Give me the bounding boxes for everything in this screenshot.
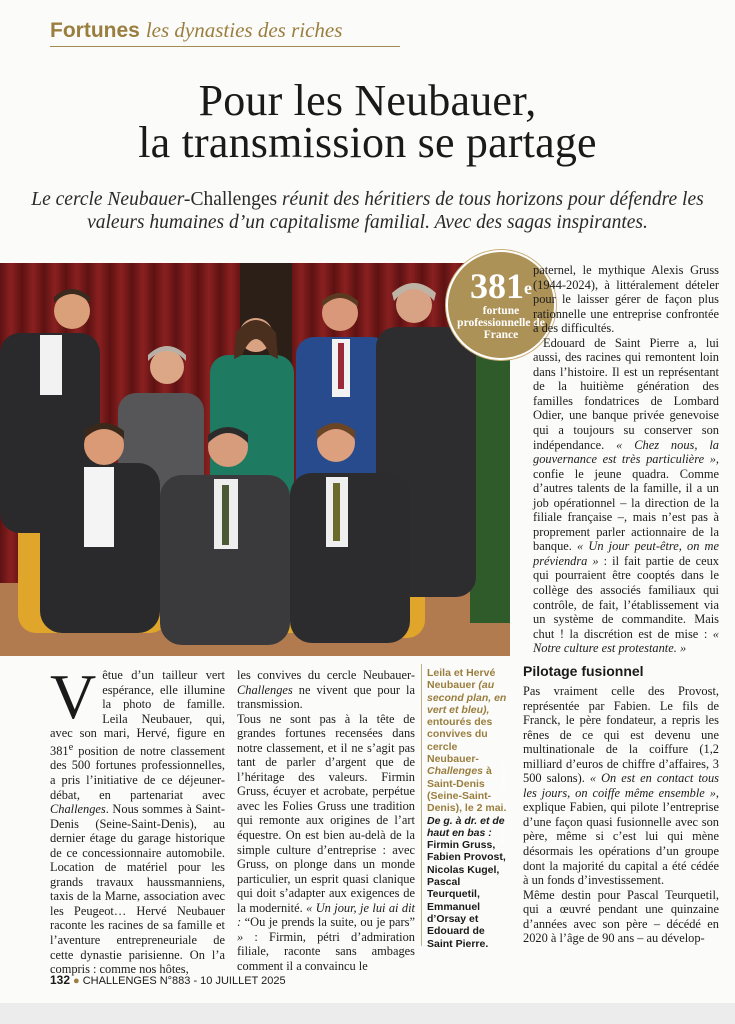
caption-people: Firmin Gruss, Fabien Provost, Nicolas Kugel, Pascal Teurquetil, Emmanuel d’Orsay et Edouard de Saint Pierre. <box>427 839 506 950</box>
article-column-4 <box>523 684 719 946</box>
standfirst-a: Le cercle Neubauer- <box>31 189 191 210</box>
col4-paragraph-2: Même destin pour Pascal Teurquetil, qui a œuvré pendant une quinzaine d’années avec son père – décédé en 2020 à l’âge de 90 ans – au dévelop- <box>523 887 719 946</box>
rubric-sub: les dynasties des riches <box>145 18 343 42</box>
magazine-name: Challenges <box>237 682 293 697</box>
badge-rank-suffix: e <box>524 278 532 298</box>
quote: « Un jour peut-être, on me préviendra » <box>533 539 719 568</box>
quote-close: » <box>237 929 244 944</box>
photo-caption <box>427 667 511 950</box>
rubric-main: Fortunes <box>50 19 140 42</box>
caption-rule <box>421 664 422 946</box>
text-run: , explique Fabien, qui pilote l’entreprise d’une façon quasi fusionnelle avec son père, même si c’est lui qui mène désormais les opérations d’un groupe dont la majorité du capital a été cédée à un fonds d’investissement. <box>523 785 719 888</box>
text-run: : Firmin, pétri d’admiration filiale, raconte sans ambages comment il a convaincu le <box>237 929 415 973</box>
text-run: Edouard de Saint Pierre a, lui aussi, des racines qui remontent loin dans l’histoire. Il est un représentant de la huitième génération des familles fondatrices de Lombard Odier, une banque privée genevoise qui a toujours su conserver son indépendance. <box>533 335 719 452</box>
page-footer <box>50 973 286 987</box>
caption-names: Leila et Hervé Neubauer <box>427 667 496 692</box>
section-heading: Pilotage fusionnel <box>523 663 644 679</box>
headline <box>20 76 715 167</box>
standfirst-brand: Challenges <box>190 189 278 210</box>
text-run: Pas vraiment celle des Provost, représentée par Fabien. Le fils de Franck, le père fondateur, a repris les rênes de ce qui est devenu une multinationale de la coiffure (1,2 milliard d’euros de chiffre d’affaires, 3 500 salons). <box>523 684 719 786</box>
right-top-paragraph-1: paternel, le mythique Alexis Gruss (1944-2024), à littéralement dételer pour le laisser gérer de façon plus rationnelle une entreprise confrontée à des difficultés. <box>533 263 719 336</box>
caption-magazine: Challenges <box>427 765 484 778</box>
caption-plan: (au second plan, en vert et bleu), <box>427 679 507 716</box>
standfirst <box>30 188 705 234</box>
caption-text: entourés des convives du cercle Neubauer- <box>427 716 493 766</box>
badge-rank-number: 381 <box>470 266 524 306</box>
text-run: , confie le jeune quadra. Comme d’autres talents de la famille, il a un job opérationnel – la direction de la filiale française –, mais n’est pas à proprement parler actionnaire de la banque. <box>533 452 719 554</box>
quote: « Chez nous, la gouvernance est très particulière » <box>533 437 719 467</box>
ordinal-suffix: e <box>68 741 74 753</box>
photo-credit: Bruno Levy pour Challenges <box>500 762 507 845</box>
bottom-band <box>0 1003 735 1024</box>
rubric <box>50 18 400 47</box>
headline-line-1: Pour les Neubauer, <box>198 76 537 125</box>
text-run: ne vivent que pour la transmission. <box>237 682 415 712</box>
article-column-right-top <box>533 263 719 656</box>
caption-place-date: à Saint-Denis (Seine-Saint-Denis), le 2 mai. <box>427 765 507 815</box>
col2-paragraph-1 <box>237 668 415 712</box>
text-run: . Nous sommes à Saint-Denis (Seine-Saint-Denis), au dernier étage du garage historique de ce concessionnaire automobile. Location de matériel pour les grands travaux haussmanniens, taxis de la Marne, association avec les Peugeot… Hervé Neubauer raconte les racines de sa famille et l’aventure entrepreneuriale de cette dynastie parisienne. On l’a compris : comme nos hôtes, <box>50 802 225 977</box>
group-photo-illustration <box>0 263 510 656</box>
standfirst-c: réunit des héritiers de tous horizons pour défendre les valeurs humaines d’un capitalisme familial. Avec des sagas inspirantes. <box>87 189 704 233</box>
text-run: position de notre classement des 500 fortunes professionnelles, a pris l’initiative de ce déjeuner-débat, en partenariat avec <box>50 743 225 802</box>
drop-cap: V <box>50 661 97 732</box>
quote-inner: “Ou je prends la suite, ou je pars” <box>241 915 415 930</box>
article-column-2 <box>237 668 415 973</box>
quote: « Un jour, je lui ai dit : <box>237 900 415 930</box>
text-run: : il fait partie de ceux qui pourraient être cooptés dans le collège des associés familiaux qui contrôle, de fait, l’établissement via un système de commandite. Mais chut ! la discrétion est de mise : <box>533 553 719 641</box>
text-run: êtue d’un tailleur vert espérance, elle illumine la photo de famille. Leila Neubauer, qui, avec son mari, Hervé, figure en 381 <box>50 668 225 758</box>
quote: « On est en contact tous les jours, on coiffe même ensemble » <box>523 771 719 800</box>
text-run: Tous ne sont pas à la tête de grandes fortunes recensées dans notre classement, et il ne s’agit pas tant de parler d’argent que de l’héritage des valeurs. Firmin Gruss, écuyer et acrobate, perpétue avec les Folies Gruss une tradition qui remonte aux origines de l’art équestre. On est bien au-delà de la simple culture d’entreprise : avec Gruss, on plonge dans un monde particulier, un esprit quasi clanique qui doit s’adapter aux exigences de la modernité. <box>237 711 415 915</box>
headline-line-2: la transmission se partage <box>138 118 597 167</box>
caption-order: De g. à dr. et de haut en bas : <box>427 814 505 839</box>
article-column-1 <box>50 661 225 977</box>
footer-dot: ● <box>73 975 80 987</box>
magazine-issue: CHALLENGES N°883 - 10 JUILLET 2025 <box>82 975 286 987</box>
text-run: les convives du cercle Neubauer- <box>237 668 415 682</box>
page-number: 132 <box>50 973 71 987</box>
col2-paragraph-2 <box>237 712 415 974</box>
right-top-paragraph-2 <box>533 336 719 656</box>
quote: « Notre culture est protestante. » <box>533 626 719 656</box>
badge-label: fortune professionnelle de France <box>457 305 545 341</box>
magazine-name: Challenges <box>50 802 106 817</box>
col4-paragraph-1 <box>523 684 719 888</box>
